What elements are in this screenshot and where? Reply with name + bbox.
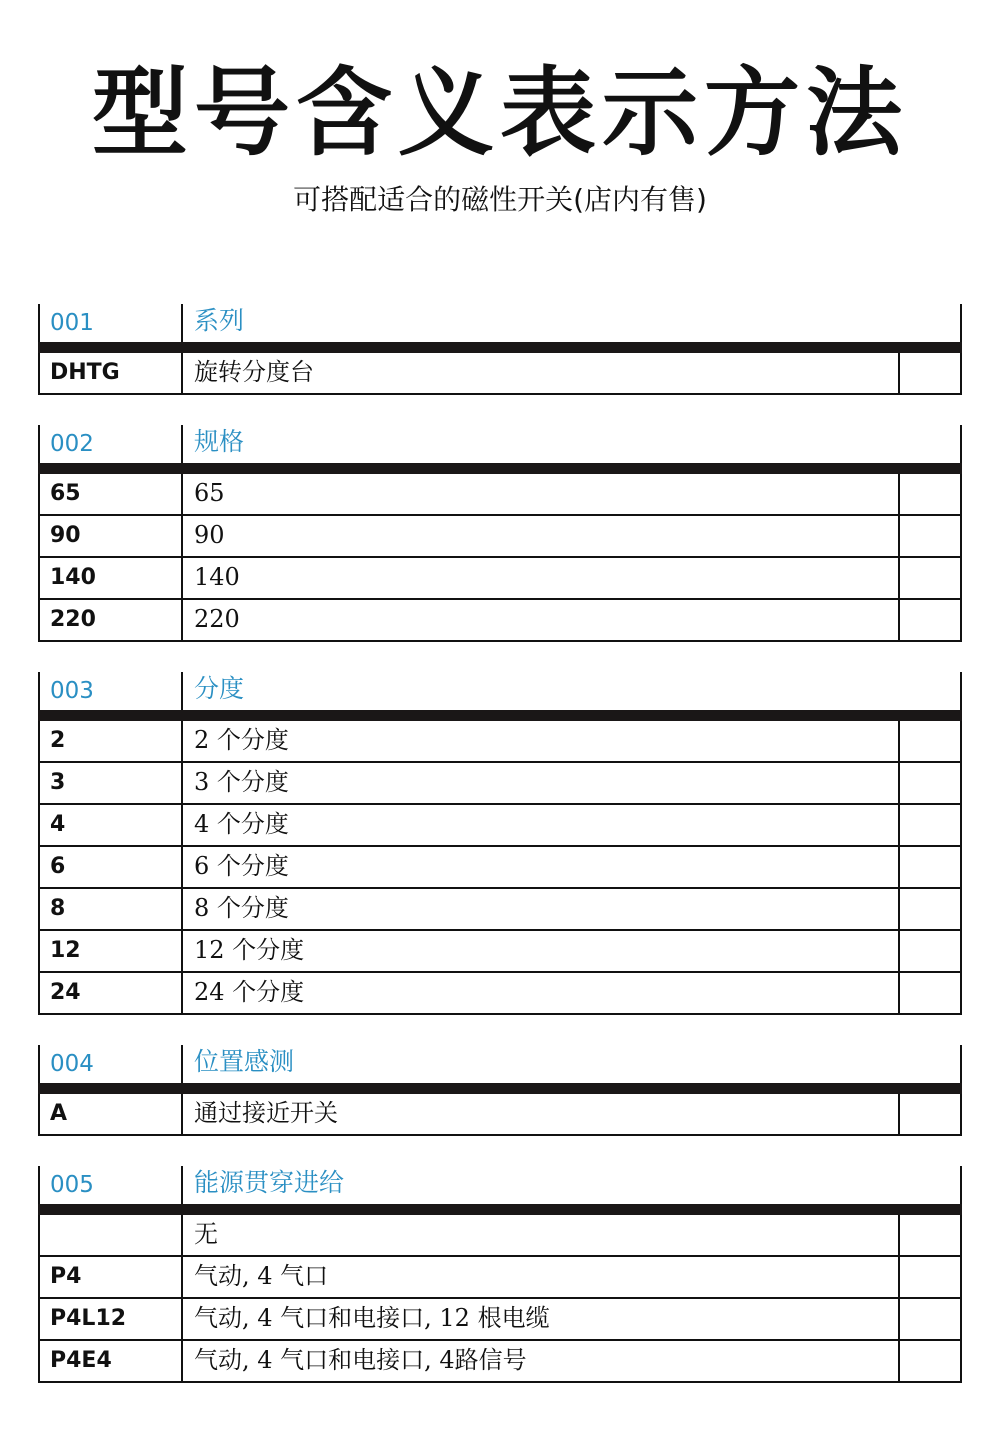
divider	[960, 1166, 962, 1204]
section-header-bar	[38, 710, 962, 721]
divider	[181, 847, 183, 887]
divider	[181, 1045, 183, 1083]
divider	[181, 931, 183, 971]
section-2	[38, 672, 962, 1015]
divider	[181, 763, 183, 803]
option-code: 220	[50, 607, 96, 632]
table-row	[40, 931, 960, 973]
option-code: 24	[50, 980, 81, 1005]
table-row	[40, 889, 960, 931]
section-1	[38, 425, 962, 642]
divider	[181, 516, 183, 556]
table-row	[40, 1341, 960, 1383]
option-code: P4L12	[50, 1306, 127, 1331]
table-row	[40, 516, 960, 558]
divider	[38, 1045, 40, 1083]
option-code: 12	[50, 938, 81, 963]
table-row	[40, 474, 960, 516]
table-body	[38, 721, 962, 1015]
selection-cell	[900, 353, 960, 393]
divider	[960, 672, 962, 710]
option-code: 2	[50, 728, 66, 753]
section-header	[38, 304, 962, 342]
selection-cell	[900, 847, 960, 887]
section-code: 003	[50, 678, 94, 704]
table-body	[38, 1215, 962, 1383]
section-header-bar	[38, 342, 962, 353]
table-row	[40, 600, 960, 642]
table-row	[40, 763, 960, 805]
page-title: 型号含义表示方法	[92, 57, 908, 169]
section-header-bar	[38, 1083, 962, 1094]
section-title: 分度	[194, 674, 245, 703]
divider	[181, 304, 183, 342]
divider	[181, 474, 183, 514]
table-row	[40, 721, 960, 763]
section-title: 规格	[194, 427, 245, 456]
option-code: 140	[50, 565, 96, 590]
table-row	[40, 847, 960, 889]
table-row	[40, 353, 960, 395]
option-description: 旋转分度台	[194, 358, 314, 386]
table-row	[40, 1215, 960, 1257]
option-description: 2 个分度	[194, 726, 289, 754]
option-code: P4	[50, 1264, 82, 1289]
divider	[38, 425, 40, 463]
page-subtitle: 可搭配适合的磁性开关(店内有售)	[293, 183, 707, 216]
section-4	[38, 1166, 962, 1383]
section-code: 004	[50, 1051, 94, 1077]
section-header	[38, 1045, 962, 1083]
option-description: 90	[194, 521, 225, 549]
divider	[181, 558, 183, 598]
divider	[181, 973, 183, 1013]
divider	[181, 721, 183, 761]
divider	[181, 1299, 183, 1339]
section-3	[38, 1045, 962, 1136]
selection-cell	[900, 931, 960, 971]
option-description: 气动, 4 气口和电接口, 12 根电缆	[194, 1304, 550, 1332]
section-title: 系列	[194, 306, 245, 335]
divider	[181, 425, 183, 463]
selection-cell	[900, 973, 960, 1013]
divider	[960, 304, 962, 342]
option-code: 8	[50, 896, 66, 921]
option-description: 140	[194, 563, 240, 591]
table-row	[40, 1094, 960, 1136]
divider	[960, 1045, 962, 1083]
section-header	[38, 425, 962, 463]
model-code-tables	[38, 304, 962, 1413]
selection-cell	[900, 1215, 960, 1255]
divider	[181, 889, 183, 929]
divider	[181, 1166, 183, 1204]
option-description: 65	[194, 479, 225, 507]
option-description: 8 个分度	[194, 894, 289, 922]
option-code: DHTG	[50, 360, 120, 385]
section-title: 能源贯穿进给	[194, 1168, 345, 1197]
option-code: 4	[50, 812, 66, 837]
option-code: 6	[50, 854, 66, 879]
section-code: 001	[50, 310, 94, 336]
selection-cell	[900, 889, 960, 929]
option-description: 12 个分度	[194, 936, 305, 964]
divider	[181, 1341, 183, 1381]
selection-cell	[900, 1094, 960, 1134]
table-body	[38, 1094, 962, 1136]
selection-cell	[900, 721, 960, 761]
option-description: 无	[194, 1220, 218, 1248]
section-header	[38, 672, 962, 710]
option-code: A	[50, 1101, 68, 1126]
selection-cell	[900, 805, 960, 845]
selection-cell	[900, 1299, 960, 1339]
option-description: 3 个分度	[194, 768, 289, 796]
divider	[181, 1094, 183, 1134]
selection-cell	[900, 474, 960, 514]
option-description: 气动, 4 气口	[194, 1262, 329, 1290]
divider	[181, 672, 183, 710]
divider	[38, 1166, 40, 1204]
section-header-bar	[38, 1204, 962, 1215]
table-row	[40, 558, 960, 600]
table-body	[38, 474, 962, 642]
option-description: 通过接近开关	[194, 1099, 338, 1127]
section-code: 002	[50, 431, 94, 457]
selection-cell	[900, 516, 960, 556]
divider	[181, 600, 183, 640]
divider	[181, 1257, 183, 1297]
table-row	[40, 1299, 960, 1341]
divider	[181, 805, 183, 845]
option-code: P4E4	[50, 1348, 112, 1373]
divider	[38, 304, 40, 342]
divider	[181, 353, 183, 393]
option-code: 65	[50, 481, 81, 506]
option-code: 90	[50, 523, 81, 548]
selection-cell	[900, 558, 960, 598]
table-row	[40, 1257, 960, 1299]
selection-cell	[900, 1341, 960, 1381]
table-body	[38, 353, 962, 395]
table-row	[40, 805, 960, 847]
option-description: 6 个分度	[194, 852, 289, 880]
divider	[181, 1215, 183, 1255]
option-description: 220	[194, 605, 240, 633]
section-code: 005	[50, 1172, 94, 1198]
table-row	[40, 973, 960, 1015]
selection-cell	[900, 1257, 960, 1297]
section-header-bar	[38, 463, 962, 474]
option-description: 气动, 4 气口和电接口, 4路信号	[194, 1346, 527, 1374]
option-description: 4 个分度	[194, 810, 289, 838]
option-code: 3	[50, 770, 66, 795]
option-description: 24 个分度	[194, 978, 305, 1006]
divider	[38, 672, 40, 710]
selection-cell	[900, 600, 960, 640]
section-header	[38, 1166, 962, 1204]
section-title: 位置感测	[194, 1047, 295, 1076]
selection-cell	[900, 763, 960, 803]
divider	[960, 425, 962, 463]
section-0	[38, 304, 962, 395]
